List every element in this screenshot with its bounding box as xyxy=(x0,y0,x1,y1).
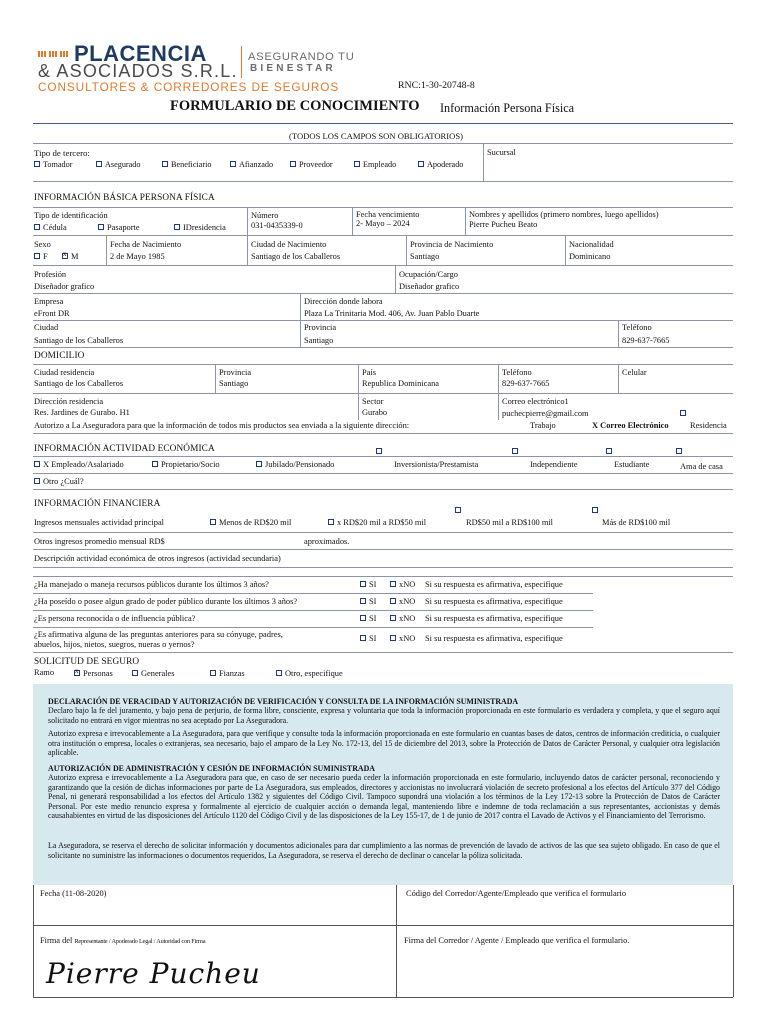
approx-label: aproximados. xyxy=(304,537,350,546)
delivery-work: Trabajo xyxy=(530,421,556,430)
email-value: puchecpierre@gmail.com xyxy=(502,409,589,418)
signature: Pierre Pucheu xyxy=(46,957,261,990)
declaration-paragraph-1: Declaro bajo la fe del juramento, y bajo pena de perjurio, de forma libre, consciente, expresa y voluntaria que toda la información proporcionada en este formulario es verdadera y completa, y que el seguro aquí solicitado no entrará en vigor mientras no sea aceptado por La Aseguradora. xyxy=(48,706,720,725)
option-proveedor[interactable]: Proveedor xyxy=(290,160,333,169)
brand-name: PLACENCIA xyxy=(74,41,207,66)
number-value: 031-0435339-0 xyxy=(251,221,303,230)
option-fianzas[interactable]: Fianzas xyxy=(210,669,245,679)
declaration-title: DECLARACIÓN DE VERACIDAD Y AUTORIZACIÓN DE VERIFICACIÓN Y CONSULTA DE LA INFORMACIÓN SUMINISTRADA xyxy=(48,697,519,706)
ramo-label: Ramo xyxy=(34,668,55,677)
residence-phone-label: Teléfono xyxy=(502,368,532,377)
sex-options xyxy=(34,252,79,262)
date-label: Fecha (11-08-2020) xyxy=(40,889,107,898)
checkbox[interactable] xyxy=(390,615,396,621)
option-sex-f[interactable]: F xyxy=(34,252,48,261)
income-options xyxy=(210,518,671,528)
q2-si[interactable]: SI xyxy=(360,597,376,606)
occupation-label: Ocupación/Cargo xyxy=(399,270,458,279)
secondary-activity-label: Descripción actividad económica de otros ingresos (actividad secundaria) xyxy=(34,554,281,563)
checkbox[interactable] xyxy=(354,161,360,167)
q4-answers xyxy=(360,634,563,644)
checkbox[interactable] xyxy=(34,253,40,259)
delivery-home-checkbox[interactable] xyxy=(680,410,686,416)
profession-label: Profesión xyxy=(34,270,67,279)
option-inversionista: Inversionista/Prestamista xyxy=(394,460,479,469)
work-phone-label: Teléfono xyxy=(622,323,652,332)
cell-label: Celular xyxy=(622,368,647,377)
q2-answers xyxy=(360,597,563,607)
domicile-title: DOMICILIO xyxy=(34,351,85,361)
q4-note: Si su respuesta es afirmativa, especifique xyxy=(425,634,563,643)
authorize-delivery-text: Autorizo a La Aseguradora para que la información de todos mis productos sea enviada a la siguiente dirección: xyxy=(34,421,410,430)
nationality-value: Dominicano xyxy=(569,252,611,261)
company-label: Empresa xyxy=(34,297,64,306)
q1-no[interactable]: xNO xyxy=(390,580,415,590)
estudiante-checkbox[interactable] xyxy=(606,448,612,454)
option-cedula[interactable]: Cédula xyxy=(34,223,67,232)
checkbox[interactable] xyxy=(34,224,40,230)
option-empleado-asalariado[interactable]: X Empleado/Asalariado xyxy=(34,460,124,469)
declaration-box xyxy=(33,684,733,885)
birth-date-value: 2 de Mayo 1985 xyxy=(110,252,165,261)
option-empleado[interactable]: Empleado xyxy=(354,160,396,169)
declaration-paragraph-2: Autorizo expresa e irrevocablemente a La Aseguradora, para que verifique y consulte toda la información proporcionada en este formulario en cuantas bases de datos, centros de información crediticia, o cualquier otra institución o empresa, locales o extranjeras, sea necesario, bajo el amparo de la Ley No. 172-13, del 15 de diciembre del 2013, sobre la Protección de Datos de Carácter Personal, y cualquier otra legislación aplicable. xyxy=(48,729,720,758)
q4-text: ¿Es afirmativa alguna de las preguntas anteriores para su cónyuge, padres, xyxy=(34,630,283,639)
q1-answers xyxy=(360,580,563,590)
sex-label: Sexo xyxy=(34,240,51,249)
residence-city-value: Santiago de los Caballeros xyxy=(34,379,124,388)
sector-label: Sector xyxy=(362,397,384,406)
economic-title: INFORMACIÓN ACTIVIDAD ECONÓMICA xyxy=(34,444,215,454)
checkbox[interactable] xyxy=(132,670,138,676)
economic-options xyxy=(34,460,723,471)
option-independiente: Independiente xyxy=(530,460,578,469)
rnc: RNC:1-30-20748-8 xyxy=(398,80,475,91)
signature-label: Firma del Representante / Apoderado Legal / Autoridad con Firma xyxy=(40,936,206,945)
expiry-label: Fecha vencimiento xyxy=(356,210,420,219)
expiry-value: 2- Mayo – 2024 xyxy=(356,219,410,228)
delivery-email: X Correo Electrónico xyxy=(592,421,669,430)
option-asegurado[interactable]: Asegurado xyxy=(96,160,140,169)
option-personas[interactable]: x Personas xyxy=(74,669,113,678)
third-party-options xyxy=(34,160,464,169)
checkbox[interactable] xyxy=(34,161,40,167)
insurance-request-title: SOLICITUD DE SEGURO xyxy=(34,657,140,667)
broker-signature-label: Firma del Corredor / Agente / Empleado que verifica el formulario. xyxy=(404,936,630,945)
q4-si[interactable]: SI xyxy=(360,634,376,643)
checkbox-checked[interactable] xyxy=(74,670,80,676)
option-sex-m[interactable]: x M xyxy=(62,252,78,262)
broker-code-label: Código del Corredor/Agente/Empleado que verifica el formulario xyxy=(406,889,627,898)
residence-address-label: Dirección residencia xyxy=(34,397,104,406)
checkbox[interactable] xyxy=(152,461,158,467)
checkbox[interactable] xyxy=(290,161,296,167)
q2-no[interactable]: xNO xyxy=(390,597,415,607)
basic-info-title: INFORMACIÓN BÁSICA PERSONA FÍSICA xyxy=(34,193,215,203)
option-income-lt20[interactable]: Menos de RD$20 mil xyxy=(210,518,291,527)
email-label: Correo electrónico1 xyxy=(502,397,569,406)
q3-text: ¿Es persona reconocida o de influencia pública? xyxy=(34,614,196,623)
work-phone-value: 829-637-7665 xyxy=(622,336,670,345)
slogan-line1: ASEGURANDO TU xyxy=(248,51,355,63)
q3-note: Si su respuesta es afirmativa, especifique xyxy=(425,614,563,623)
option-pasaporte[interactable]: Pasaporte xyxy=(98,223,140,233)
residence-province-value: Santiago xyxy=(219,379,249,388)
third-party-label: Tipo de tercero: xyxy=(34,148,90,158)
q2-note: Si su respuesta es afirmativa, especifique xyxy=(425,597,563,606)
checkbox[interactable] xyxy=(390,598,396,604)
option-generales[interactable]: Generales xyxy=(132,669,174,679)
checkbox[interactable] xyxy=(360,598,366,604)
income-50-100-checkbox[interactable] xyxy=(455,507,461,513)
logo-mark-icon xyxy=(38,50,68,58)
birth-city-value: Santiago de los Caballeros xyxy=(251,252,341,261)
birth-province-value: Santiago xyxy=(410,252,440,261)
option-income-20-50[interactable]: x RD$20 mil a RD$50 mil xyxy=(328,518,426,528)
checkbox-checked[interactable] xyxy=(62,253,68,259)
q1-text: ¿Ha manejado o maneja recursos públicos durante los últimos 3 años? xyxy=(34,580,269,589)
residence-city-label: Ciudad residencia xyxy=(34,368,95,377)
income-label: Ingresos mensuales actividad principal xyxy=(34,518,165,527)
reservation-paragraph: La Aseguradora, se reserva el derecho de solicitar información y documentos adicionales para dar cumplimiento a las normas de prevención de lavado de activos de las que sea sujeto obligado. En caso de que el solicitante no suministre las informaciones o documentos requeridos, La Aseguradora, se reserva el derecho de declinar o cancelar la póliza solicitada. xyxy=(48,841,720,860)
checkbox[interactable] xyxy=(360,635,366,641)
income-100-plus-checkbox[interactable] xyxy=(592,507,598,513)
checkbox[interactable] xyxy=(174,224,180,230)
independiente-checkbox[interactable] xyxy=(512,448,518,454)
checkbox[interactable] xyxy=(276,670,282,676)
economic-other[interactable]: Otro ¿Cuál? xyxy=(34,477,84,487)
option-beneficiario[interactable]: Beneficiario xyxy=(162,160,211,169)
logo-divider xyxy=(241,46,242,78)
checkbox[interactable] xyxy=(360,615,366,621)
form-subtitle: Información Persona Física xyxy=(440,101,575,115)
checkbox[interactable] xyxy=(390,635,396,641)
work-province-label: Provincia xyxy=(304,323,337,332)
nationality-label: Nacionalidad xyxy=(569,240,614,249)
number-label: Número xyxy=(251,211,279,220)
residence-phone-value: 829-637-7665 xyxy=(502,379,550,388)
q4-text-line2: abuelos, hijos, nietos, suegros, nueras o yernos? xyxy=(34,640,195,649)
country-label: País xyxy=(362,368,376,377)
slogan-line2: BIENESTAR xyxy=(250,63,336,74)
company-value: eFront DR xyxy=(34,309,70,318)
birth-city-label: Ciudad de Nacimiento xyxy=(251,240,327,249)
checkbox[interactable] xyxy=(210,670,216,676)
work-city-value: Santiago de los Caballeros xyxy=(34,336,124,345)
signature-label-small: Representante / Apoderado Legal / Autoridad con Firma xyxy=(74,938,206,945)
checkbox[interactable] xyxy=(162,161,168,167)
id-type-label: Tipo de identificación xyxy=(34,211,108,220)
brand-company: & ASOCIADOS S.R.L. xyxy=(38,61,238,81)
profession-value: Diseñador grafico xyxy=(34,282,95,291)
checkbox[interactable] xyxy=(360,581,366,587)
q1-note: Si su respuesta es afirmativa, especifique xyxy=(425,580,563,589)
delivery-home: Residencia xyxy=(690,421,727,430)
ama-de-casa-checkbox[interactable] xyxy=(676,448,682,454)
checkbox[interactable] xyxy=(390,581,396,587)
residence-address-value: Res. Jardines de Gurabo. H1 xyxy=(34,408,130,417)
option-propietario[interactable]: Propietario/Socio xyxy=(152,460,220,470)
ramo-options xyxy=(74,669,343,679)
authorization-paragraph: Autorizo expresa e irrevocablemente a La Aseguradora para que, en caso de ser necesario pueda ceder la información proporcionada en este formulario, incluyendo datos de carácter personal, reconociendo y garantizando que la cesión de dichas informaciones por parte de La Aseguradora, sus empleados, directores y accionistas no involucrará violación de secreto profesional a los efectos del Artículo 377 del Código Penal, ni generará responsabilidad a los efectos del Artículo 1382 y siguientes del Código Civil. Tampoco supondrá una violación a los términos de la Ley 172-13 sobre la Protección de Datos de Carácter Personal. Por este medio renuncio expresa y formalmente al ejercicio de cualquier acción o demanda legal, manteniendo libre e indemne de toda reclamación a sus representantes, accionistas y demás causahabientes en virtud de las disposiciones del Artículo 1120 del Código Civil y de las disposiciones de la Ley 155-17, de 1 de junio de 2017 contra el Lavado de Activos y el Financiamiento del Terrorismo. xyxy=(48,773,720,821)
option-idresidencia[interactable]: IDresidencia xyxy=(174,223,226,233)
work-province-value: Santiago xyxy=(304,336,334,345)
id-type-options xyxy=(34,223,226,233)
checkbox[interactable] xyxy=(256,461,262,467)
q3-si[interactable]: SI xyxy=(360,614,376,623)
birth-date-label: Fecha de Nacimiento xyxy=(110,240,182,249)
authorization-title: AUTORIZACIÓN DE ADMINISTRACIÓN Y CESIÓN DE INFORMACIÓN SUMINISTRADA xyxy=(48,764,375,773)
required-note: (TODOS LOS CAMPOS SON OBLIGATORIOS) xyxy=(289,131,463,141)
financial-title: INFORMACIÓN FINANCIERA xyxy=(34,499,161,509)
checkbox[interactable] xyxy=(210,519,216,525)
sector-value: Gurabo xyxy=(362,408,388,417)
option-otro[interactable]: Otro, especifique xyxy=(276,669,343,679)
other-income-label: Otros ingresos promedio mensual RD$ xyxy=(34,537,165,546)
q1-si[interactable]: SI xyxy=(360,580,376,589)
checkbox[interactable] xyxy=(98,224,104,230)
form-title: FORMULARIO DE CONOCIMIENTO xyxy=(170,98,420,114)
option-ama-de-casa: Ama de casa xyxy=(680,462,723,471)
option-jubilado[interactable]: Jubilado/Pensionado xyxy=(256,460,334,470)
work-city-label: Ciudad xyxy=(34,323,59,332)
name-value: Pierre Pucheu Beato xyxy=(469,220,538,229)
inversionista-checkbox[interactable] xyxy=(376,448,382,454)
birth-province-label: Provincia de Nacimiento xyxy=(410,240,494,249)
checkbox[interactable] xyxy=(96,161,102,167)
option-estudiante: Estudiante xyxy=(614,460,650,469)
occupation-value: Diseñador grafico xyxy=(399,282,460,291)
option-tomador[interactable]: Tomador xyxy=(34,160,72,169)
q3-no[interactable]: xNO xyxy=(390,614,415,624)
country-value: Republica Dominicana xyxy=(362,379,439,388)
q4-no[interactable]: xNO xyxy=(390,634,415,644)
checkbox[interactable] xyxy=(230,161,236,167)
name-label: Nombres y apellidos (primero nombres, luego apellidos) xyxy=(469,210,659,219)
branch-label: Sucursal xyxy=(487,148,516,157)
option-afianzado[interactable]: Afianzado xyxy=(230,160,273,169)
checkbox[interactable] xyxy=(328,519,334,525)
brand-tagline: CONSULTORES & CORREDORES DE SEGUROS xyxy=(38,80,340,94)
option-apoderado[interactable]: Apoderado xyxy=(418,160,463,169)
q2-text: ¿Ha poseído o posee algun grado de poder público durante los últimos 3 años? xyxy=(34,597,298,606)
checkbox[interactable] xyxy=(34,478,40,484)
checkbox[interactable] xyxy=(418,161,424,167)
q3-answers xyxy=(360,614,563,624)
option-income-100plus: Más de RD$100 mil xyxy=(602,518,671,527)
option-income-50-100: RD$50 mil a RD$100 mil xyxy=(466,518,554,527)
work-address-label: Dirección donde labora xyxy=(304,297,383,306)
work-address-value: Plaza La Trinitaria Mod. 406, Av. Juan Pablo Duarte xyxy=(304,309,480,318)
residence-province-label: Provincia xyxy=(219,368,252,377)
checkbox[interactable] xyxy=(34,461,40,467)
